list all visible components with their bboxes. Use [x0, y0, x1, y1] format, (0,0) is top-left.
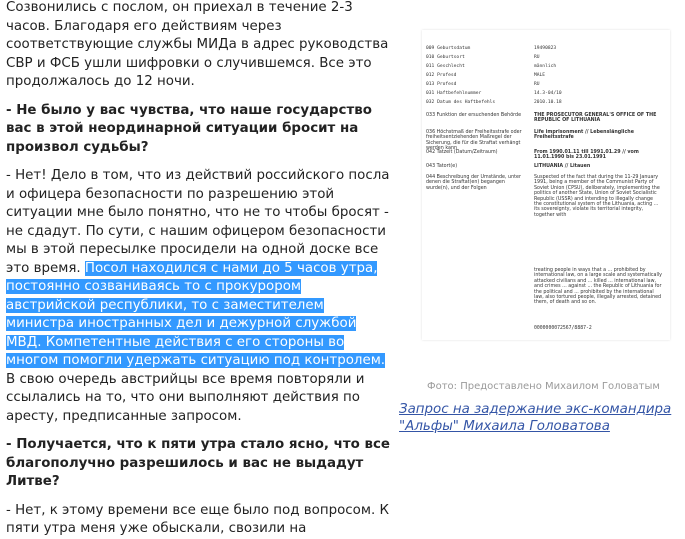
place-label: 043 Tatort(e)	[426, 164, 458, 169]
interview-question: - Получается, что к пяти утра стало ясно, что все благополучно разрешилось и вас не выдадут Литве?	[6, 437, 390, 489]
answer-text: - Нет! Дело в том, что из действий российского посла и офицера безопасности по разрешению этой ситуации мне было понятно, что не то чтобы бросят - не сдадут. По сути, с нашим офицером безопасности мы в этой пересылке просидели на одной доске все это время.	[6, 168, 390, 276]
penalty-value: Life imprisonment // Lebenslängliche Freiheitsstrafe	[534, 130, 634, 141]
description-value: Suspected of the fact that during the 11-29 January 1991, being a member of the Communist Party of Soviet Union (CPSU), deliberately, implementing the politics of another State, Union of Soviet Socialistic Republic (USSR) and intending to illegally change the constitutional system of the Lithuania, acting ... its sovereignty, violate its territorial integrity, together with	[534, 175, 660, 218]
place-value: LITHUANIA // Litauen	[534, 164, 591, 169]
paragraph: Созвонились с послом, он приехал в течение 2-3 часов. Благодаря его действиям через соответствующие службы МИДа в адрес руководства СВР и ФСБ ушли шифровки о случившемся. Все это продолжалось до 12 ночи.	[6, 0, 389, 89]
field-label: 032 Datum des Haftbefehls	[426, 100, 496, 105]
selected-text-highlight[interactable]: Посол находился с нами до 5 часов утра, постоянно созваниваясь то с прокурором австрийской республики, то с заместителем министра иностранных дел и дежурной службой МВД. Компетентные действия с его стороны во многом помогли удержать ситуацию под контролем.	[6, 260, 386, 368]
field-value: RU	[534, 82, 540, 87]
description-label: 044 Beschreibung der Umstände, unter denen die Straftat(en) begangen wurde(n), und der Folgen	[426, 175, 521, 191]
document-photo[interactable]	[400, 0, 685, 395]
image-caption-link[interactable]: Запрос на задержание экс-командира "Альфы" Михаила Головатова	[399, 402, 672, 434]
description-continued: treating people in ways that a ... prohibited by international law, on a large scale and systematically attacked civilians and ... killed ... international law, and crimes ... against ... the Republic of Lithuania for the political and ... prohibited by the international law, also tortured people, illegally arrested, detained them, of death and so on.	[534, 268, 662, 306]
article-text	[6, 0, 390, 539]
penalty-label: 036 Höchstmaß der Freiheitsstrafe oder freiheitsentziehenden Maßregel der Sicherung, die für die Straftat verhängt werden kann	[426, 130, 522, 152]
field-value: 2010.10.18	[534, 100, 562, 105]
field-value: männlich	[534, 64, 557, 69]
authority-label: 033 Funktion der ersuchenden Behörde	[426, 113, 522, 118]
field-label: 011 Geschlecht	[426, 64, 465, 69]
field-value: 14.3-04/10	[534, 91, 562, 96]
field-label: 013 Profesd	[426, 82, 457, 87]
period-value: From 1990.01.11 till 1991.01.29 // vom 11.01.1990 bis 23.01.1991	[534, 150, 639, 161]
field-value: 19490823	[534, 46, 557, 51]
photo-credit: Фото: Предоставлено Михаилом Головатым	[427, 381, 660, 392]
field-label: 012 Profesd	[426, 73, 457, 78]
field-value: MALE	[534, 73, 546, 78]
field-label: 031 Haftbefehlnummer	[426, 91, 482, 96]
field-value: RU	[534, 55, 540, 60]
interview-question: - Не было у вас чувства, что наше государство вас в этой неординарной ситуации бросит на произвол судьбы?	[6, 102, 372, 155]
interview-answer	[6, 167, 390, 426]
arrest-warrant-scan	[422, 30, 670, 340]
field-label: 009 Geburtsdatum	[426, 46, 471, 51]
field-label: 010 Geburtsort	[426, 55, 465, 60]
period-label: 042 Tatzeit (Datum/Zeitraum)	[426, 150, 498, 155]
answer-text-tail: В свою очередь австрийцы все время повторяли и ссылались на то, что они выполняют действия по аресту, предписанные запросом.	[6, 371, 365, 424]
authority-value: THE PROSECUTOR GENERAL'S OFFICE OF THE REPUBLIC OF LITHUANIA	[534, 113, 657, 124]
document-barcode-number: 0000000072567/8887-2	[534, 326, 592, 331]
interview-answer: - Нет, к этому времени все еще было под вопросом. К пяти утра меня уже обыскали, свозили на	[6, 502, 389, 536]
